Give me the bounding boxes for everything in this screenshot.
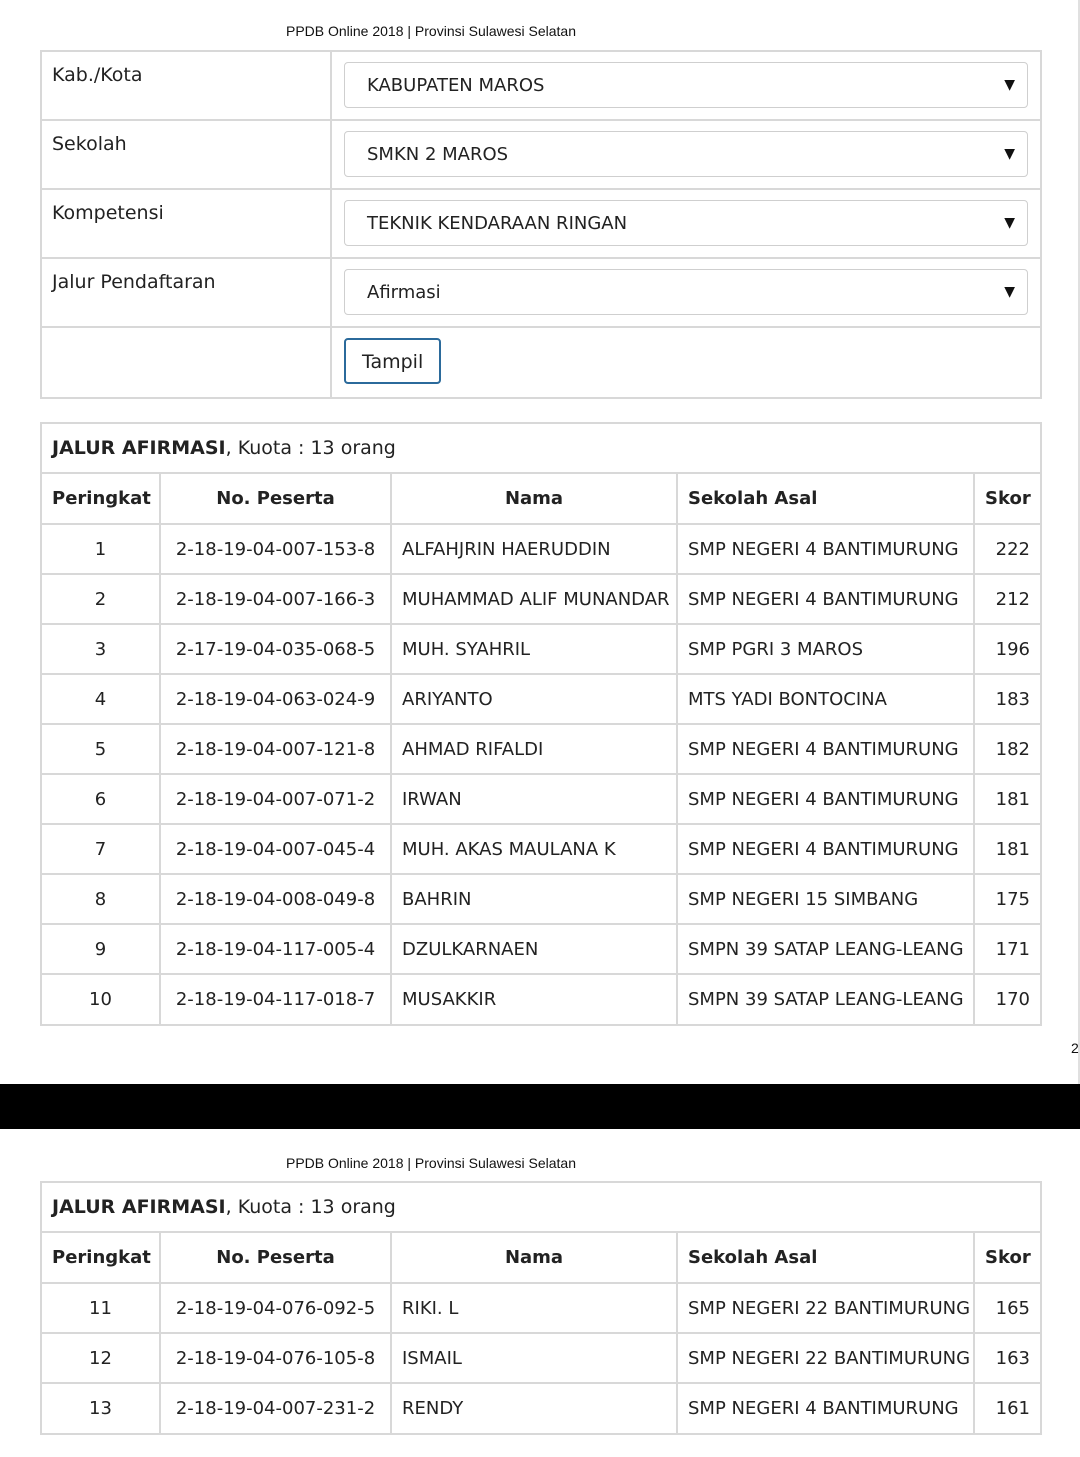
cell-rank: 1 <box>42 524 160 574</box>
results-title-quota: , Kuota : 13 orang <box>225 1196 396 1218</box>
cell-sekolah: SMP NEGERI 4 BANTIMURUNG <box>677 774 974 824</box>
col-peringkat: Peringkat <box>42 474 160 524</box>
col-nama: Nama <box>391 474 677 524</box>
cell-rank: 9 <box>42 924 160 974</box>
col-nama: Nama <box>391 1233 677 1283</box>
cell-nama: BAHRIN <box>391 874 677 924</box>
cell-no-peserta: 2-18-19-04-008-049-8 <box>160 874 391 924</box>
col-peringkat: Peringkat <box>42 1233 160 1283</box>
cell-no-peserta: 2-18-19-04-063-024-9 <box>160 674 391 724</box>
col-skor: Skor <box>974 474 1040 524</box>
table-row <box>42 524 1040 574</box>
col-no-peserta: No. Peserta <box>160 474 391 524</box>
jalur-select-value: Afirmasi <box>367 281 441 303</box>
form-row-submit <box>42 328 1040 397</box>
cell-no-peserta: 2-18-19-04-076-092-5 <box>160 1283 391 1333</box>
cell-sekolah: SMPN 39 SATAP LEANG-LEANG <box>677 924 974 974</box>
form-row-sekolah <box>42 121 1040 190</box>
cell-skor: 222 <box>974 524 1040 574</box>
cell-nama: MUH. AKAS MAULANA K <box>391 824 677 874</box>
cell-nama: MUHAMMAD ALIF MUNANDAR <box>391 574 677 624</box>
page-separator <box>0 1084 1080 1129</box>
cell-skor: 171 <box>974 924 1040 974</box>
sekolah-select[interactable] <box>344 131 1028 177</box>
cell-nama: ISMAIL <box>391 1333 677 1383</box>
cell-sekolah: SMP NEGERI 15 SIMBANG <box>677 874 974 924</box>
cell-no-peserta: 2-17-19-04-035-068-5 <box>160 624 391 674</box>
cell-rank: 11 <box>42 1283 160 1333</box>
jalur-select[interactable] <box>344 269 1028 315</box>
table-row <box>42 1283 1040 1333</box>
results-title-bold: JALUR AFIRMASI <box>52 1196 226 1218</box>
cell-skor: 175 <box>974 874 1040 924</box>
kab-select[interactable] <box>344 62 1028 108</box>
cell-no-peserta: 2-18-19-04-007-231-2 <box>160 1383 391 1433</box>
cell-sekolah: SMP NEGERI 22 BANTIMURUNG <box>677 1333 974 1383</box>
jalur-label: Jalur Pendaftaran <box>42 259 332 326</box>
cell-no-peserta: 2-18-19-04-007-071-2 <box>160 774 391 824</box>
chevron-down-icon: ▼ <box>1004 284 1015 300</box>
page-header: PPDB Online 2018 | Provinsi Sulawesi Selatan <box>285 23 576 39</box>
table-row <box>42 874 1040 924</box>
table-row <box>42 674 1040 724</box>
results-title <box>42 424 1040 474</box>
cell-rank: 3 <box>42 624 160 674</box>
form-row-kompetensi <box>42 190 1040 259</box>
tampil-button[interactable]: Tampil <box>344 338 441 384</box>
results-panel-page2 <box>40 1181 1042 1435</box>
table-row <box>42 974 1040 1024</box>
cell-nama: ALFAHJRIN HAERUDDIN <box>391 524 677 574</box>
cell-sekolah: SMP NEGERI 4 BANTIMURUNG <box>677 1383 974 1433</box>
cell-nama: AHMAD RIFALDI <box>391 724 677 774</box>
cell-skor: 181 <box>974 824 1040 874</box>
form-row-kab <box>42 52 1040 121</box>
table-row <box>42 574 1040 624</box>
table-header-row <box>42 474 1040 524</box>
cell-nama: MUSAKKIR <box>391 974 677 1024</box>
results-title <box>42 1183 1040 1233</box>
kompetensi-select-value: TEKNIK KENDARAAN RINGAN <box>367 212 628 234</box>
col-sekolah-asal: Sekolah Asal <box>677 1233 974 1283</box>
cell-skor: 163 <box>974 1333 1040 1383</box>
cell-no-peserta: 2-18-19-04-007-121-8 <box>160 724 391 774</box>
cell-sekolah: SMP NEGERI 4 BANTIMURUNG <box>677 824 974 874</box>
table-row <box>42 1333 1040 1383</box>
cell-nama: MUH. SYAHRIL <box>391 624 677 674</box>
cell-no-peserta: 2-18-19-04-117-005-4 <box>160 924 391 974</box>
cell-nama: IRWAN <box>391 774 677 824</box>
cell-rank: 8 <box>42 874 160 924</box>
col-skor: Skor <box>974 1233 1040 1283</box>
cell-no-peserta: 2-18-19-04-007-045-4 <box>160 824 391 874</box>
cell-sekolah: MTS YADI BONTOCINA <box>677 674 974 724</box>
cell-rank: 4 <box>42 674 160 724</box>
cell-skor: 161 <box>995 1398 1030 1419</box>
cell-sekolah: SMP NEGERI 4 BANTIMURUNG <box>677 524 974 574</box>
results-table-page2 <box>42 1233 1040 1433</box>
cell-sekolah: SMP NEGERI 4 BANTIMURUNG <box>677 724 974 774</box>
cell-sekolah: SMP NEGERI 4 BANTIMURUNG <box>677 574 974 624</box>
col-sekolah-asal: Sekolah Asal <box>677 474 974 524</box>
cell-no-peserta: 2-18-19-04-117-018-7 <box>160 974 391 1024</box>
sekolah-label: Sekolah <box>42 121 332 188</box>
cell-rank: 7 <box>42 824 160 874</box>
table-row <box>42 774 1040 824</box>
cell-rank: 10 <box>42 974 160 1024</box>
table-row <box>42 824 1040 874</box>
cell-sekolah: SMP NEGERI 22 BANTIMURUNG <box>677 1283 974 1333</box>
cell-skor: 183 <box>974 674 1040 724</box>
kab-select-value: KABUPATEN MAROS <box>367 74 545 96</box>
results-title-bold: JALUR AFIRMASI <box>52 437 226 459</box>
col-no-peserta: No. Peserta <box>160 1233 391 1283</box>
cell-no-peserta: 2-18-19-04-007-166-3 <box>160 574 391 624</box>
page-header: PPDB Online 2018 | Provinsi Sulawesi Selatan <box>285 1155 576 1171</box>
cell-nama: DZULKARNAEN <box>391 924 677 974</box>
cell-skor: 170 <box>995 989 1030 1010</box>
page-number: 2 <box>1071 1040 1079 1056</box>
results-tbody <box>42 524 1040 1024</box>
cell-skor: 212 <box>974 574 1040 624</box>
chevron-down-icon: ▼ <box>1004 215 1015 231</box>
table-row <box>42 624 1040 674</box>
cell-no-peserta: 2-18-19-04-007-153-8 <box>160 524 391 574</box>
cell-skor: 165 <box>974 1283 1040 1333</box>
cell-rank: 2 <box>42 574 160 624</box>
cell-rank: 13 <box>42 1383 160 1433</box>
table-header-row <box>42 1233 1040 1283</box>
chevron-down-icon: ▼ <box>1004 77 1015 93</box>
cell-no-peserta: 2-18-19-04-076-105-8 <box>160 1333 391 1383</box>
filter-form <box>40 50 1042 399</box>
form-row-jalur <box>42 259 1040 328</box>
table-row <box>42 924 1040 974</box>
kab-label: Kab./Kota <box>42 52 332 119</box>
kompetensi-select[interactable] <box>344 200 1028 246</box>
cell-sekolah: SMP PGRI 3 MAROS <box>677 624 974 674</box>
cell-nama: RIKI. L <box>391 1283 677 1333</box>
cell-rank: 6 <box>42 774 160 824</box>
chevron-down-icon: ▼ <box>1004 146 1015 162</box>
results-panel <box>40 422 1042 1026</box>
cell-nama: ARIYANTO <box>391 674 677 724</box>
results-title-quota: , Kuota : 13 orang <box>225 437 396 459</box>
cell-sekolah: SMPN 39 SATAP LEANG-LEANG <box>677 974 974 1024</box>
cell-skor: 182 <box>974 724 1040 774</box>
sekolah-select-value: SMKN 2 MAROS <box>367 143 509 165</box>
cell-rank: 12 <box>42 1333 160 1383</box>
cell-nama: RENDY <box>391 1383 677 1433</box>
empty-label <box>42 328 332 397</box>
cell-skor: 196 <box>974 624 1040 674</box>
table-row <box>42 724 1040 774</box>
kompetensi-label: Kompetensi <box>42 190 332 257</box>
cell-skor: 181 <box>974 774 1040 824</box>
results-tbody-page2 <box>42 1283 1040 1433</box>
results-table <box>42 474 1040 1024</box>
cell-rank: 5 <box>42 724 160 774</box>
table-row <box>42 1383 1040 1433</box>
